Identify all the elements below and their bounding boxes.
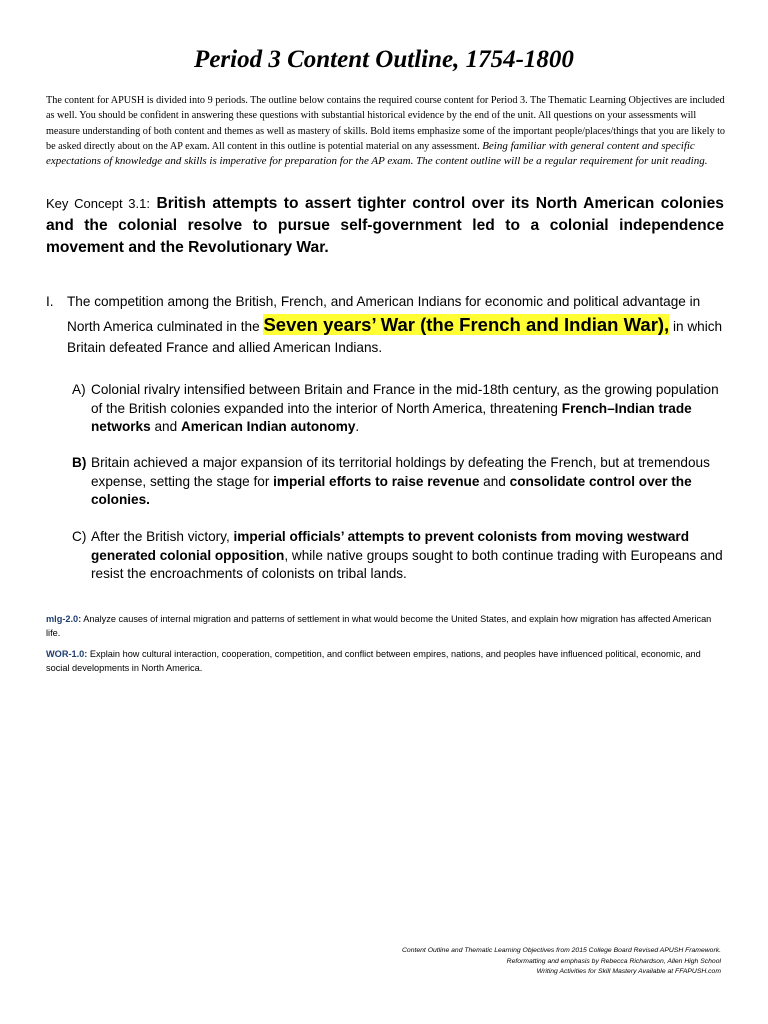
credit-line: Reformatting and emphasis by Rebecca Richardson, Allen High School [506, 957, 721, 965]
objective-code: WOR-1.0: [46, 649, 88, 659]
objective-text: Analyze causes of internal migration and patterns of settlement in what would become the United States, and explain how migration has affected American life. [46, 614, 712, 638]
item-a-bold-1: French–Indian trade networks [91, 400, 692, 434]
learning-objective-wor [46, 648, 726, 675]
item-a-text-2: and [154, 419, 178, 434]
item-b-bold-1: imperial efforts to raise revenue [273, 473, 480, 489]
section-1-text-before: The competition among the British, French, and American Indians for economic and political advantage in North America culminated in the [67, 294, 701, 334]
item-b-bold-2: consolidate control over the colonies. [91, 473, 692, 507]
key-concept-label: Key Concept 3.1: [46, 196, 150, 211]
item-b-text-2: and [483, 473, 506, 489]
highlighted-term-seven-years-war: Seven years’ War (the French and Indian War), [263, 314, 670, 335]
credit-line: Content Outline and Thematic Learning Objectives from 2015 College Board Revised APUSH Framework. [402, 947, 721, 954]
objective-code: mlg-2.0: [46, 614, 82, 624]
credit-line: Writing Activities for Skill Mastery Available at FFAPUSH.com [536, 968, 721, 975]
item-c-letter: C) [72, 529, 87, 544]
key-concept [46, 193, 724, 259]
item-b-letter: B) [72, 455, 87, 470]
item-c-text-2: , while native groups sought to both continue trading with Europeans and resist the encroachments of colonists on tribal lands. [91, 547, 723, 581]
outline-item-a [72, 381, 726, 437]
outline-item-c [72, 528, 726, 584]
key-concept-text: British attempts to assert tighter control over its North American colonies and the colonial resolve to pursue self-government led to a colonial independence movement and the Revolutionary War. [46, 195, 724, 256]
outline-item-b [72, 454, 726, 510]
intro-paragraph [46, 93, 726, 169]
intro-emphasis: Being familiar with general content and specific expectations of knowledge and skills is imperative for preparation for the AP exam. The content outline will be a regular requirement for unit reading. [46, 139, 708, 168]
intro-text: The content for APUSH is divided into 9 periods. The outline below contains the required course content for Period 3. The Thematic Learning Objectives are included as well. You should be confident in answering these questions with substantial historical evidence by the end of the unit. All questions on your assessments will measure understanding of both content and themes as well as mastery of skills. Bold items emphasize some of the important people/places/things that you are likely to be asked directly about on the AP exam. All content in this outline is potential material on any assessment. [46, 95, 726, 152]
outline-section-1 [46, 292, 726, 358]
item-a-bold-2: American Indian autonomy [180, 419, 356, 434]
item-a-text-1: Colonial rivalry intensified between Britain and France in the mid-18th century, as the growing population of the British colonies expanded into the interior of North America, threatening [91, 382, 719, 416]
objective-text: Explain how cultural interaction, cooperation, competition, and conflict between empires, nations, and peoples have influenced political, economic, and social developments in North America. [46, 649, 701, 673]
item-c-text-1: After the British victory, [91, 529, 230, 544]
footer-credits [402, 946, 721, 978]
section-1-text-after: in which Britain defeated France and allied American Indians. [67, 319, 723, 355]
item-b-text-1: Britain achieved a major expansion of its territorial holdings by defeating the French, but at tremendous expense, setting the stage for [91, 455, 710, 489]
page-title: Period 3 Content Outline, 1754-1800 [194, 46, 574, 73]
item-c-bold-1: imperial officials’ attempts to prevent colonists from moving westward generated colonial opposition [91, 529, 690, 563]
item-a-text-3: . [355, 419, 360, 434]
learning-objective-mlg [46, 613, 726, 640]
item-a-letter: A) [72, 382, 86, 397]
roman-numeral: I. [46, 294, 54, 309]
